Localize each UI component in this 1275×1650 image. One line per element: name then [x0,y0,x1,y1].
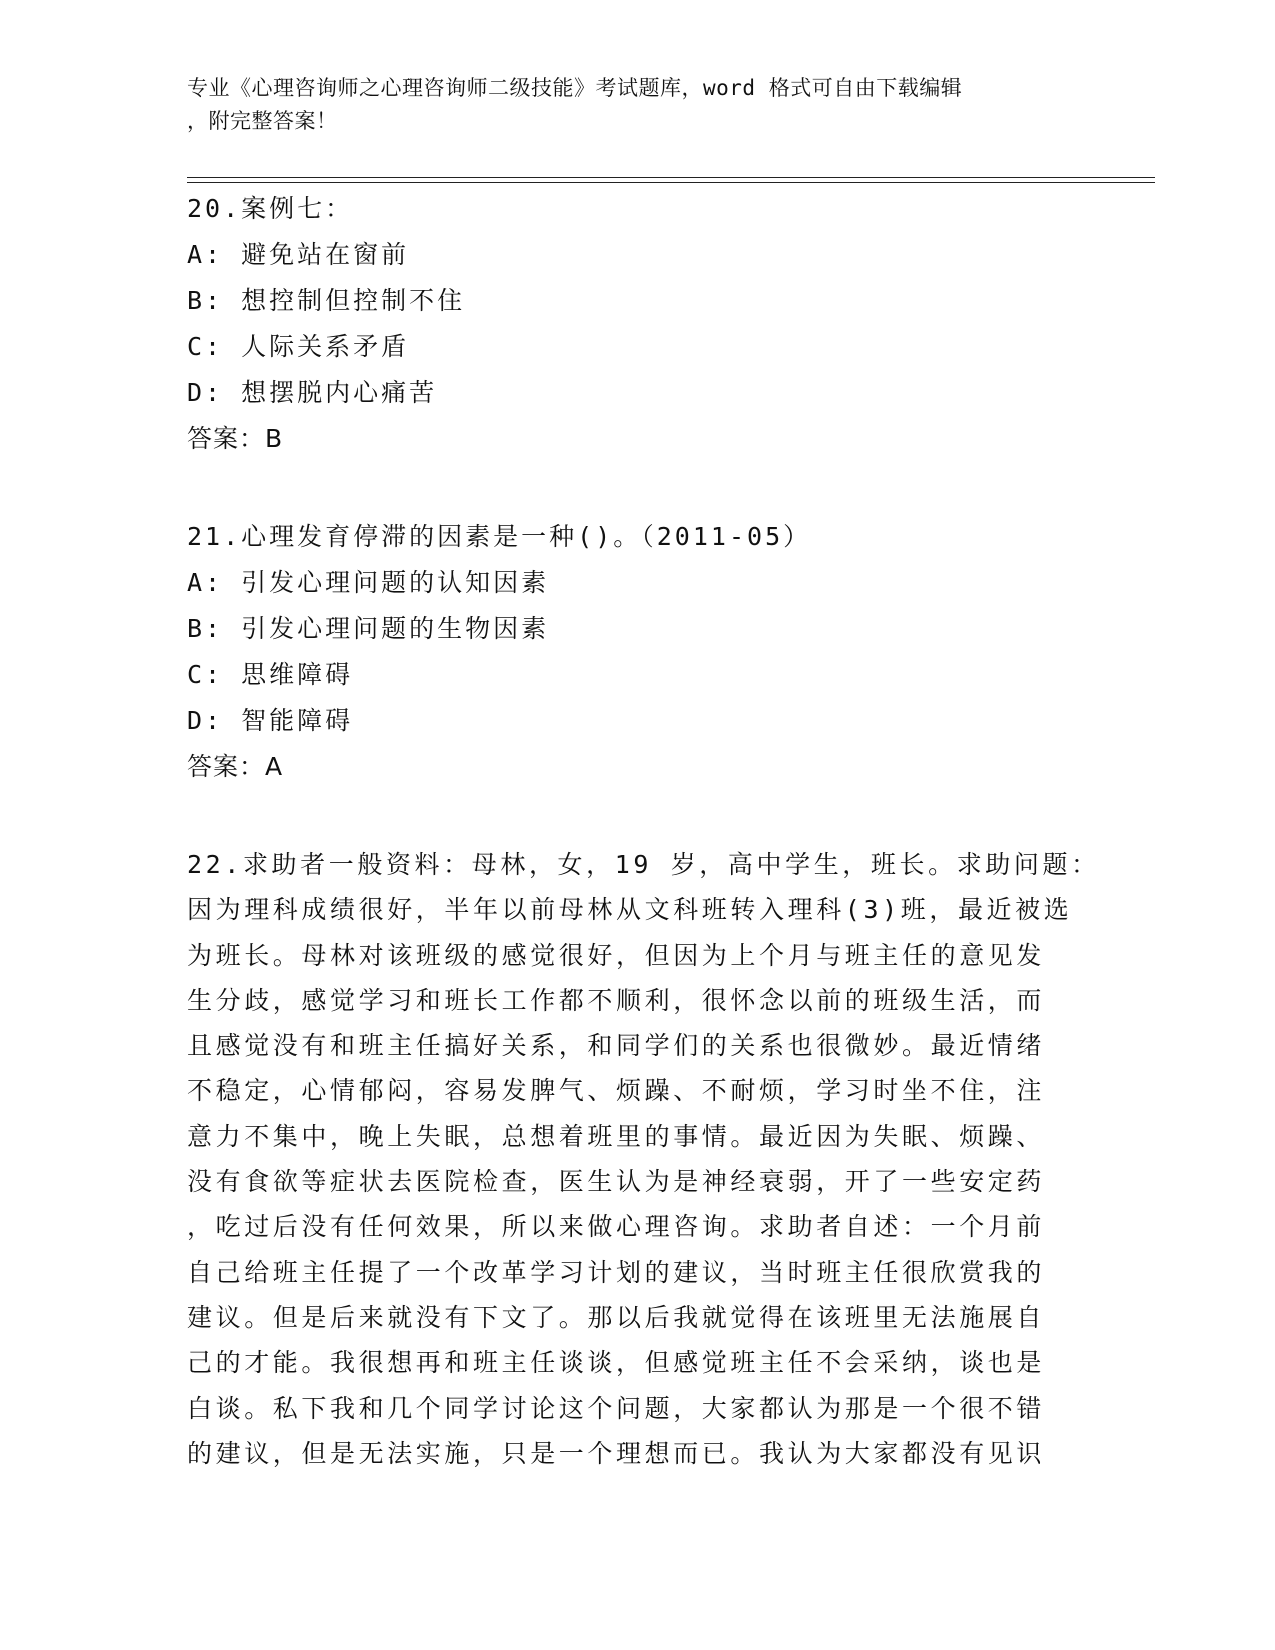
option-c: C: 思维障碍 [187,660,354,689]
question-title: 21.心理发育停滞的因素是一种()。（2011-05） [187,522,812,551]
paragraph-line: 白谈。私下我和几个同学讨论这个问题，大家都认为那是一个很不错 [187,1393,1046,1423]
paragraph-line: 建议。但是后来就没有下文了。那以后我就觉得在该班里无法施展自 [187,1302,1046,1332]
paragraph-line: 因为理科成绩很好，半年以前母林从文科班转入理科(3)班，最近被选 [187,895,1073,925]
paragraph-line: 22.求助者一般资料：母林，女，19 岁，高中学生，班长。求助问题： [187,850,1100,879]
option-d: D: 想摆脱内心痛苦 [187,378,438,407]
spacer [187,790,1087,842]
question-22 [187,842,1100,1476]
paragraph-line: 没有食欲等症状去医院检查，医生认为是神经衰弱，开了一些安定药 [187,1167,1046,1197]
option-b: B: 引发心理问题的生物因素 [187,614,550,643]
option-c: C: 人际关系矛盾 [187,332,410,361]
option-b: B: 想控制但控制不住 [187,286,466,315]
question-21 [187,514,1087,790]
paragraph-line: 的建议，但是无法实施，只是一个理想而已。我认为大家都没有见识 [187,1438,1046,1468]
paragraph-line: 己的才能。我很想再和班主任谈谈，但感觉班主任不会采纳，谈也是 [187,1348,1046,1378]
header-line-2: ，附完整答案！ [187,109,338,133]
answer-line: 答案：B [187,424,284,453]
paragraph-line: 自己给班主任提了一个改革学习计划的建议，当时班主任很欣赏我的 [187,1257,1046,1287]
paragraph-line: 生分歧，感觉学习和班长工作都不顺利，很怀念以前的班级生活，而 [187,985,1046,1015]
question-title: 20.案例七： [187,194,354,223]
paragraph-line: 为班长。母林对该班级的感觉很好，但因为上个月与班主任的意见发 [187,940,1046,970]
paragraph-line: ，吃过后没有任何效果，所以来做心理咨询。求助者自述：一个月前 [187,1212,1046,1242]
option-a: A: 引发心理问题的认知因素 [187,568,550,597]
answer-line: 答案：A [187,752,284,781]
question-20 [187,186,1087,462]
page-header [187,72,1067,138]
paragraph-line: 不稳定，心情郁闷，容易发脾气、烦躁、不耐烦，学习时坐不住，注 [187,1076,1046,1106]
option-d: D: 智能障碍 [187,706,354,735]
document-content [187,186,1100,1476]
paragraph-line: 意力不集中，晚上失眠，总想着班里的事情。最近因为失眠、烦躁、 [187,1121,1046,1151]
spacer [187,462,1087,514]
option-a: A: 避免站在窗前 [187,240,410,269]
header-divider-top [187,177,1155,178]
header-line-1: 专业《心理咨询师之心理咨询师二级技能》考试题库，word 格式可自由下载编辑 [187,76,963,100]
paragraph-line: 且感觉没有和班主任搞好关系，和同学们的关系也很微妙。最近情绪 [187,1031,1046,1061]
header-divider-bottom [187,182,1155,183]
